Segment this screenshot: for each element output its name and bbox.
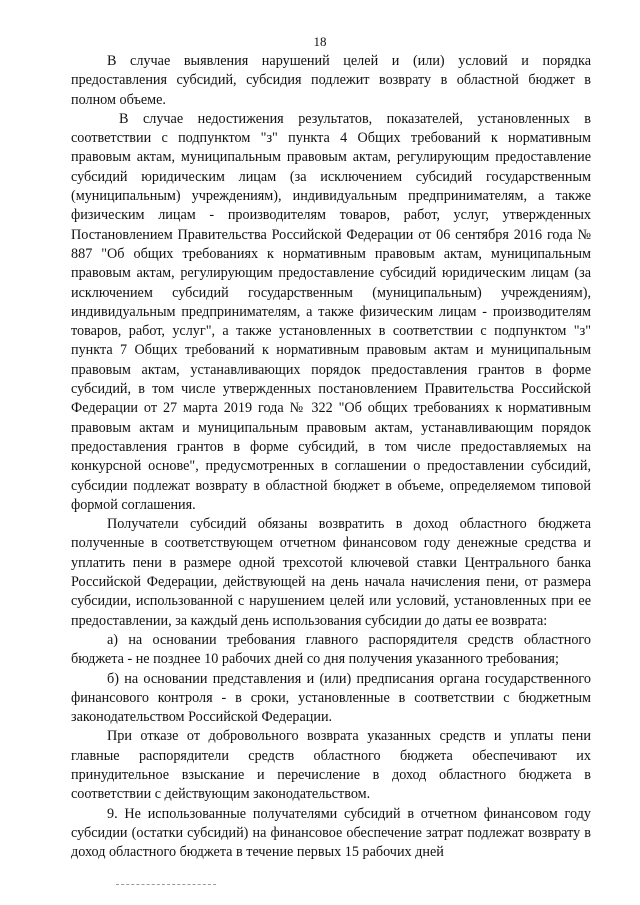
paragraph-item-a: а) на основании требования главного распорядителя средств областного бюджета - не позднее 10 рабочих дней со дня получения указанного требования; — [71, 631, 591, 668]
page-number: 18 — [313, 34, 327, 49]
paragraph-item-9: 9. Не использованные получателями субсидий в отчетном финансовом году субсидии (остатки субсидий) на финансовое обеспечение затрат подлежат возврату в доход областного бюджета в течение первых 15 рабочих дней — [71, 805, 591, 861]
footer-rule — [116, 884, 216, 886]
paragraph-recipients-obliged: Получатели субсидий обязаны возвратить в доход областного бюджета полученные в соответствующем отчетном финансовом году денежные средства и уплатить пени в размере одной трехсотой ключевой ставки Центрального банка Российской Федерации, действующей на день начала начисления пени, от размера субсидии, использованной с нарушением целей или условий, установленных при ее предоставлении, за каждый день использования субсидии до даты ее возврата: — [71, 516, 591, 629]
document-body — [71, 52, 591, 862]
paragraph-item-b: б) на основании представления и (или) предписания органа государственного финансового контроля - в сроки, установленные в соответствии с бюджетным законодательством Российской Федерации. — [71, 670, 591, 726]
paragraph-forced-recovery: При отказе от добровольного возврата указанных средств и уплаты пени главные распорядители средств областного бюджета обеспечивают их принудительное взыскание и перечисление в доход областного бюджета в соответствии с действующим законодательством. — [71, 728, 591, 803]
paragraph-results-not-achieved: В случае недостижения результатов, показателей, установленных в соответствии с подпунктом "з" пункта 4 Общих требований к нормативным правовым актам, муниципальным правовым актам, регулирующим предоставление субсидий юридическим лицам (за исключением субсидий государственным (муниципальным) учреждениям), индивидуальным предпринимателям, а также физическим лицам - производителям товаров, работ, услуг, утвержденных Постановлением Правительства Российской Федерации от 06 сентября 2016 года № 887 "Об общих требованиях к нормативным правовым актам, муниципальным правовым актам, регулирующим предоставление субсидий юридическим лицам (за исключением субсидий государственным (муниципальным) учреждениям), индивидуальным предпринимателям, а также физическим лицам - производителям товаров, работ, услуг", а также установленных в соответствии с подпунктом "з" пункта 7 Общих требований к нормативным правовым актам и муниципальным правовым актам, устанавливающих порядок предоставления грантов в форме субсидий, в том числе утвержденных постановлением Правительства Российской Федерации от 27 марта 2019 года № 322 "Об общих требованиях к нормативным правовым актам и муниципальным правовым актам, устанавливающим порядок предоставления грантов в форме субсидий, в том числе предоставляемых на конкурсной основе", предусмотренных в соглашении о предоставлении субсидий, субсидии подлежат возврату в областной бюджет в объеме, определяемом типовой формой соглашения. — [71, 110, 591, 513]
paragraph-return-violation: В случае выявления нарушений целей и (или) условий и порядка предоставления субсидий, субсидия подлежит возврату в областной бюджет в полном объеме. — [71, 53, 591, 108]
